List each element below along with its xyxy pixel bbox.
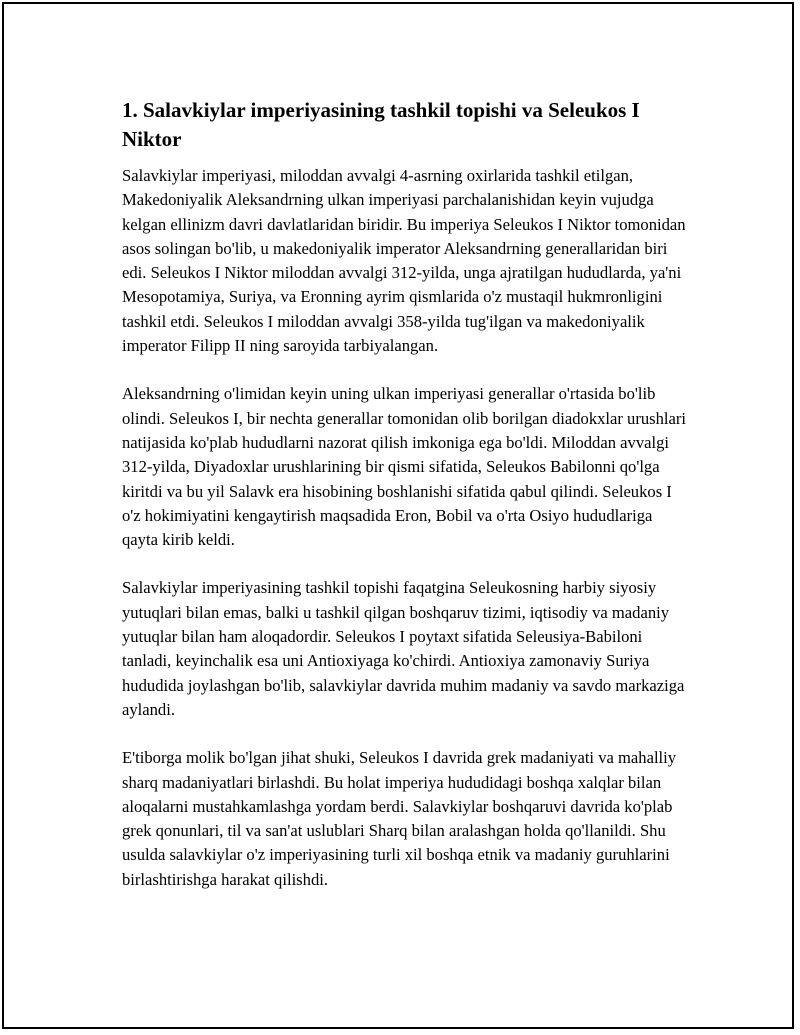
section-heading: 1. Salavkiylar imperiyasining tashkil topishi va Seleukos I Niktor (122, 98, 640, 151)
paragraph-4: E'tiborga molik bo'lgan jihat shuki, Seleukos I davrida grek madaniyati va mahalliy sharq madaniyatlari birlashdi. Bu holat imperiya hududidagi boshqa xalqlar bilan aloqalarni mustahkamlashga yordam berdi. Salavkiylar boshqaruvi davrida ko'plab grek qonunlari, til va san'at uslublari Sharq bilan aralashgan holda qo'llanildi. Shu usulda salavkiylar o'z imperiyasining turli xil boshqa etnik va madaniy guruhlarini birlashtirishga harakat qilishdi. (122, 748, 677, 889)
document-body (122, 96, 692, 916)
paragraph-1: Salavkiylar imperiyasi, miloddan avvalgi 4-asrning oxirlarida tashkil etilgan, Makedoniyalik Aleksandrning ulkan imperiyasi parchalanishidan keyin vujudga kelgan ellinizm davri davlatlaridan biridir. Bu imperiya Seleukos I Niktor tomonidan asos solingan bo'lib, u makedoniyalik imperator Aleksandrning generallaridan biri edi. Seleukos I Niktor miloddan avvalgi 312-yilda, unga ajratilgan hududlarda, ya'ni Mesopotamiya, Suriya, va Eronning ayrim qismlarida o'z mustaqil hukmronligini tashkil etdi. Seleukos I miloddan avvalgi 358-yilda tug'ilgan va makedoniyalik imperator Filipp II ning saroyida tarbiyalangan. (122, 166, 686, 356)
paragraph-3: Salavkiylar imperiyasining tashkil topishi faqatgina Seleukosning harbiy siyosiy yutuqlari bilan emas, balki u tashkil qilgan boshqaruv tizimi, iqtisodiy va madaniy yutuqlar bilan ham aloqadordir. Seleukos I poytaxt sifatida Seleusiya-Babiloni tanladi, keyinchalik esa uni Antioxiyaga ko'chirdi. Antioxiya zamonaviy Suriya hududida joylashgan bo'lib, salavkiylar davrida muhim madaniy va savdo markaziga aylandi. (122, 578, 685, 719)
page-frame (2, 2, 794, 1029)
paragraph-2: Aleksandrning o'limidan keyin uning ulkan imperiyasi generallar o'rtasida bo'lib olindi. Seleukos I, bir nechta generallar tomonidan olib borilgan diadokxlar urushlari natijasida ko'plab hududlarni nazorat qilish imkoniga ega bo'ldi. Miloddan avvalgi 312-yilda, Diyadoxlar urushlarining bir qismi sifatida, Seleukos Babilonni qo'lga kiritdi va bu yil Salavk era hisobining boshlanishi sifatida qabul qilindi. Seleukos I o'z hokimiyatini kengaytirish maqsadida Eron, Bobil va o'rta Osiyo hududlariga qayta kirib keldi. (122, 384, 687, 550)
